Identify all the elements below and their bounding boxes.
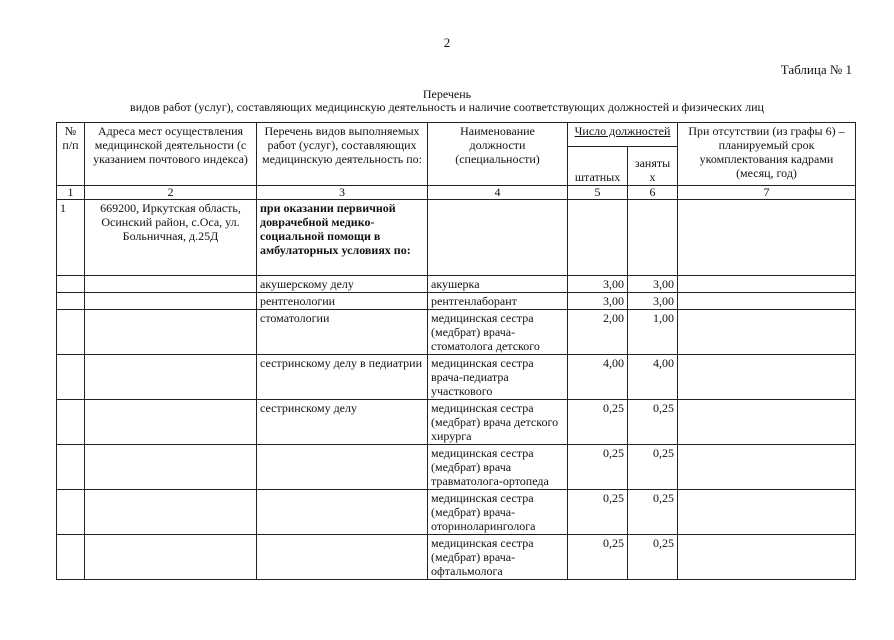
staff-cell: 0,25	[568, 535, 628, 580]
staff-cell: 3,00	[568, 293, 628, 310]
occupied-cell: 0,25	[628, 535, 678, 580]
header-staff: штатных	[568, 147, 628, 186]
position-cell: медицинская сестра (медбрат) врача-стоматолога детского	[428, 310, 568, 355]
staff-cell: 0,25	[568, 490, 628, 535]
staff-cell: 4,00	[568, 355, 628, 400]
position-cell: медицинская сестра (медбрат) врача-оториноларинголога	[428, 490, 568, 535]
column-number: 6	[628, 186, 678, 200]
work-type-cell	[257, 535, 428, 580]
header-occupied: заняты х	[628, 147, 678, 186]
document-title	[0, 88, 894, 114]
staff-cell: 2,00	[568, 310, 628, 355]
staff-cell: 0,25	[568, 400, 628, 445]
occupied-cell: 3,00	[628, 293, 678, 310]
work-type-cell: акушерскому делу	[257, 276, 428, 293]
address-cell: 669200, Иркутская область, Осинский район, с.Оса, ул. Больничная, д.25Д	[85, 200, 257, 276]
position-cell: акушерка	[428, 276, 568, 293]
row-number: 1	[57, 200, 85, 276]
column-number-row	[57, 186, 856, 200]
table-row	[57, 535, 856, 580]
column-number: 4	[428, 186, 568, 200]
header-positions-count-label: Число должностей	[574, 124, 671, 138]
occupied-cell: 0,25	[628, 445, 678, 490]
occupied-cell: 0,25	[628, 400, 678, 445]
work-type-cell	[257, 490, 428, 535]
page-number: 2	[443, 35, 451, 50]
column-number: 3	[257, 186, 428, 200]
occupied-cell: 4,00	[628, 355, 678, 400]
work-type-cell: сестринскому делу в педиатрии	[257, 355, 428, 400]
staffing-table	[56, 122, 856, 580]
table-row	[57, 445, 856, 490]
table-row	[57, 293, 856, 310]
position-cell: медицинская сестра (медбрат) врача детского хирурга	[428, 400, 568, 445]
column-number: 1	[57, 186, 85, 200]
table-row	[57, 276, 856, 293]
staff-cell: 3,00	[568, 276, 628, 293]
work-type-cell: рентгенологии	[257, 293, 428, 310]
column-number: 5	[568, 186, 628, 200]
table-row	[57, 355, 856, 400]
header-address: Адреса мест осуществления медицинской деятельности (с указанием почтового индекса)	[85, 123, 257, 186]
header-num: № п/п	[57, 123, 85, 186]
table-row	[57, 490, 856, 535]
header-positions-count	[568, 123, 678, 147]
position-cell: медицинская сестра (медбрат) врача травматолога-ортопеда	[428, 445, 568, 490]
table-label: Таблица № 1	[780, 62, 852, 77]
title-line-1: Перечень	[422, 87, 472, 101]
position-cell: медицинская сестра врача-педиатра участкового	[428, 355, 568, 400]
work-type-cell: при оказании первичной доврачебной медико-социальной помощи в амбулаторных условиях по:	[257, 200, 428, 276]
position-cell: медицинская сестра (медбрат) врача-офтальмолога	[428, 535, 568, 580]
table-row	[57, 400, 856, 445]
table-row	[57, 310, 856, 355]
work-type-cell: стоматологии	[257, 310, 428, 355]
column-number: 7	[678, 186, 856, 200]
work-type-cell: сестринскому делу	[257, 400, 428, 445]
column-number: 2	[85, 186, 257, 200]
title-line-2: видов работ (услуг), составляющих медицинскую деятельность и наличие соответствующих должностей и физических лиц	[130, 100, 764, 114]
occupied-cell: 3,00	[628, 276, 678, 293]
position-cell: рентгенлаборант	[428, 293, 568, 310]
work-type-cell	[257, 445, 428, 490]
header-position: Наименование должности (специальности)	[428, 123, 568, 186]
staff-cell: 0,25	[568, 445, 628, 490]
table-row	[57, 200, 856, 276]
occupied-cell: 0,25	[628, 490, 678, 535]
occupied-cell: 1,00	[628, 310, 678, 355]
header-work-types: Перечень видов выполняемых работ (услуг), составляющих медицинскую деятельность по:	[257, 123, 428, 186]
header-planned-date: При отсутствии (из графы 6) – планируемый срок укомплектования кадрами (месяц, год)	[678, 123, 856, 186]
